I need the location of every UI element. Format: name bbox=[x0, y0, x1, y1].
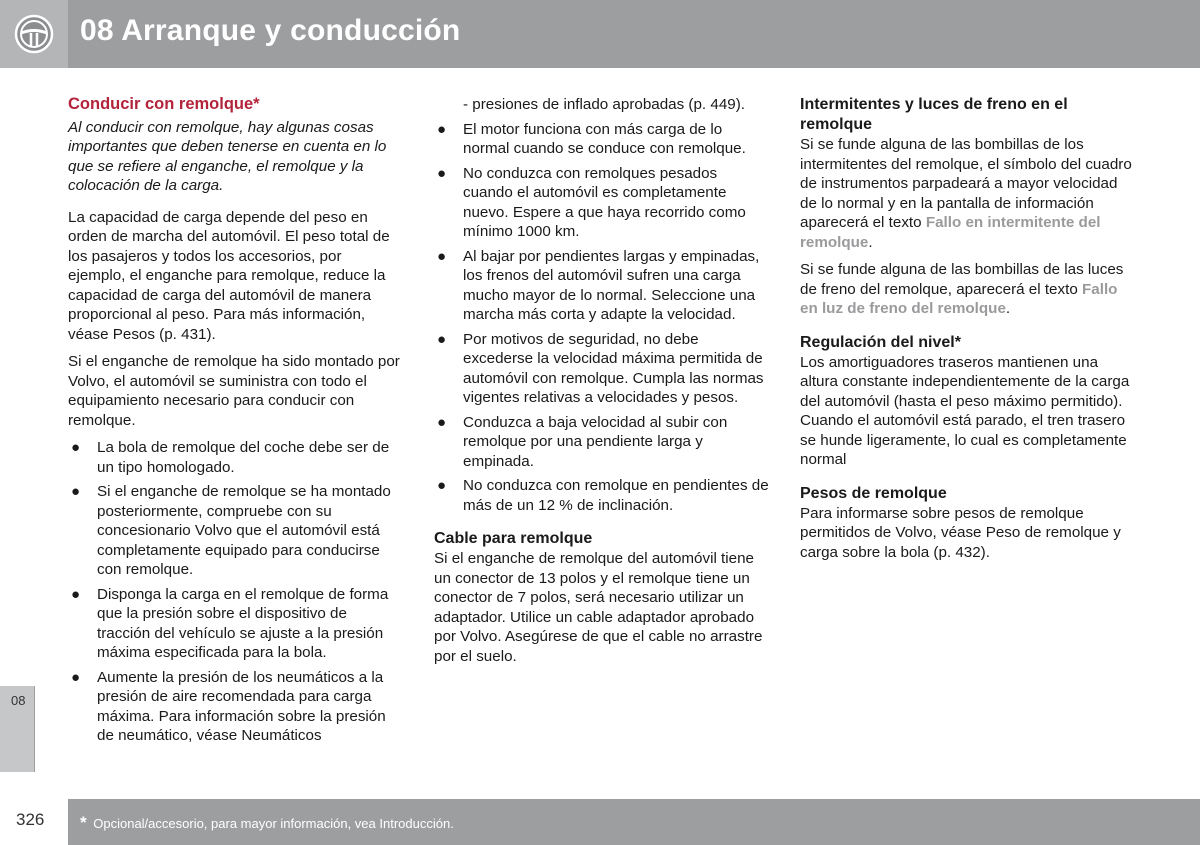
display-message-brake: Fallo en luz de freno del remolque bbox=[800, 280, 1118, 317]
section-heading-trailer-weights: Pesos de remolque bbox=[800, 484, 947, 502]
paragraph-cable: Si el enganche de remolque del automóvil tiene un conector de 13 polos y el remolque tiene un conector de 7 polos, será necesario utilizar un adaptador. Utilice un cable adaptador aprobado por Volvo. Asegúrese de que el cable no arrastre por el suelo. bbox=[434, 550, 763, 665]
list-item-text: Conduzca a baja velocidad al subir con remolque por una pendiente larga y empinada. bbox=[463, 413, 728, 470]
bullet-continuation: - presiones de inflado aprobadas (p. 449). bbox=[463, 96, 745, 113]
chapter-title: 08 Arranque y conducción bbox=[80, 14, 461, 47]
list-item bbox=[68, 585, 402, 663]
list-item-text: Disponga la carga en el remolque de forma que la presión sobre el dispositivo de tracción del vehículo se ajuste a la presión máxima especificada para la bola. bbox=[97, 585, 389, 661]
section-heading-towing: Conducir con remolque* bbox=[68, 95, 260, 113]
chapter-header bbox=[0, 0, 1200, 68]
bullet-icon: ● bbox=[437, 477, 447, 494]
bullet-icon: ● bbox=[437, 413, 447, 431]
section-heading-cable: Cable para remolque bbox=[434, 530, 593, 547]
paragraph-level-control: Los amortiguadores traseros mantienen una altura constante independientemente de la carga del automóvil (hasta el peso máximo permitido). Cuando el automóvil está parado, el tren trasero se hunde ligeramente, lo cual es completamente normal bbox=[800, 353, 1130, 468]
list-item-text: Aumente la presión de los neumáticos a la presión de aire recomendada para carga máxima. Para información sobre la presión de neumático, véase Neumáticos bbox=[97, 668, 386, 744]
footer-bar bbox=[68, 799, 1200, 845]
paragraph-load-capacity: La capacidad de carga depende del peso en orden de marcha del automóvil. El peso total de los pasajeros y todos los accesorios, por ejemplo, el enganche para remolque, reduce la capacidad de carga del automóvil de manera proporcional al peso. Para más información, véase Pesos (p. 431). bbox=[68, 208, 390, 343]
list-item-text: Al bajar por pendientes largas y empinadas, los frenos del automóvil sufren una carga mucho mayor de lo normal. Seleccione una marcha más corta y adapte la velocidad. bbox=[463, 247, 760, 323]
page-number: 326 bbox=[16, 810, 45, 829]
intro-paragraph: Al conducir con remolque, hay algunas cosas importantes que deben tenerse en cuenta en lo que se refiere al enganche, el remolque y la colocación de la carga. bbox=[68, 118, 387, 194]
paragraph-text: Si se funde alguna de las bombillas de los intermitentes del remolque, el símbolo del cuadro de instrumentos parpadeará a mayor velocidad de lo normal y en la pantalla de información aparecerá el texto bbox=[800, 136, 1132, 231]
driving-bullet-list bbox=[434, 120, 769, 516]
list-item-text: No conduzca con remolque en pendientes de más de un 12 % de inclinación. bbox=[463, 477, 769, 514]
paragraph-brake-failure bbox=[800, 260, 1135, 319]
towing-bullet-list bbox=[68, 438, 402, 746]
list-item bbox=[434, 330, 769, 408]
display-message-indicator: Fallo en intermitente del remolque bbox=[800, 214, 1101, 251]
paragraph-volvo-hitch: Si el enganche de remolque ha sido montado por Volvo, el automóvil se suministra con todo el equipamiento necesario para conducir con remolque. bbox=[68, 353, 400, 429]
chapter-side-tab bbox=[0, 686, 35, 772]
bullet-icon: ● bbox=[71, 585, 81, 603]
bullet-icon: ● bbox=[437, 164, 447, 182]
bullet-icon: ● bbox=[437, 330, 447, 348]
list-item bbox=[434, 247, 769, 325]
paragraph-end: . bbox=[1005, 300, 1011, 317]
bullet-icon: ● bbox=[71, 439, 81, 456]
footnote-star: * bbox=[80, 813, 87, 832]
bullet-icon: ● bbox=[71, 668, 81, 686]
list-item-text: La bola de remolque del coche debe ser de un tipo homologado. bbox=[97, 439, 390, 476]
bullet-icon: ● bbox=[437, 247, 447, 265]
list-item bbox=[434, 413, 769, 472]
list-item bbox=[434, 476, 769, 515]
list-item bbox=[68, 438, 402, 477]
list-item bbox=[434, 164, 769, 242]
bullet-icon: ● bbox=[71, 483, 81, 500]
column-2 bbox=[434, 95, 769, 674]
list-item bbox=[68, 668, 402, 746]
list-item-text: Por motivos de seguridad, no debe excederse la velocidad máxima permitida de automóvil con remolque. Cumpla las normas vigentes relativas a velocidades y pesos. bbox=[463, 330, 764, 406]
list-item-text: El motor funciona con más carga de lo normal cuando se conduce con remolque. bbox=[463, 120, 746, 157]
list-item bbox=[68, 482, 402, 580]
list-item bbox=[434, 120, 769, 159]
section-heading-level-control: Regulación del nivel* bbox=[800, 333, 961, 351]
section-heading-lights: Intermitentes y luces de freno en el remolque bbox=[800, 96, 1068, 133]
chapter-icon-box bbox=[0, 0, 68, 68]
list-item-text: No conduzca con remolques pesados cuando el automóvil es completamente nuevo. Espere a que haya recorrido como mínimo 1000 km. bbox=[463, 164, 746, 240]
list-item-text: Si el enganche de remolque se ha montado posteriormente, compruebe con su concesionario Volvo que el automóvil está completamente equipado para conducirse con remolque. bbox=[97, 483, 391, 578]
paragraph-end: . bbox=[868, 233, 873, 251]
steering-wheel-icon bbox=[13, 13, 55, 55]
bullet-icon: ● bbox=[437, 120, 447, 138]
footer-note bbox=[80, 813, 454, 833]
paragraph-trailer-weights: Para informarse sobre pesos de remolque permitidos de Volvo, véase Peso de remolque y carga sobre la bola (p. 432). bbox=[800, 504, 1121, 561]
paragraph-text: Si se funde alguna de las bombillas de las luces de freno del remolque, aparecerá el texto bbox=[800, 261, 1124, 298]
column-1 bbox=[68, 95, 402, 754]
column-3 bbox=[800, 95, 1135, 570]
chapter-tab-label: 08 bbox=[11, 693, 26, 708]
footnote-text: Opcional/accesorio, para mayor información, vea Introducción. bbox=[93, 816, 454, 831]
paragraph-indicator-failure bbox=[800, 135, 1135, 252]
